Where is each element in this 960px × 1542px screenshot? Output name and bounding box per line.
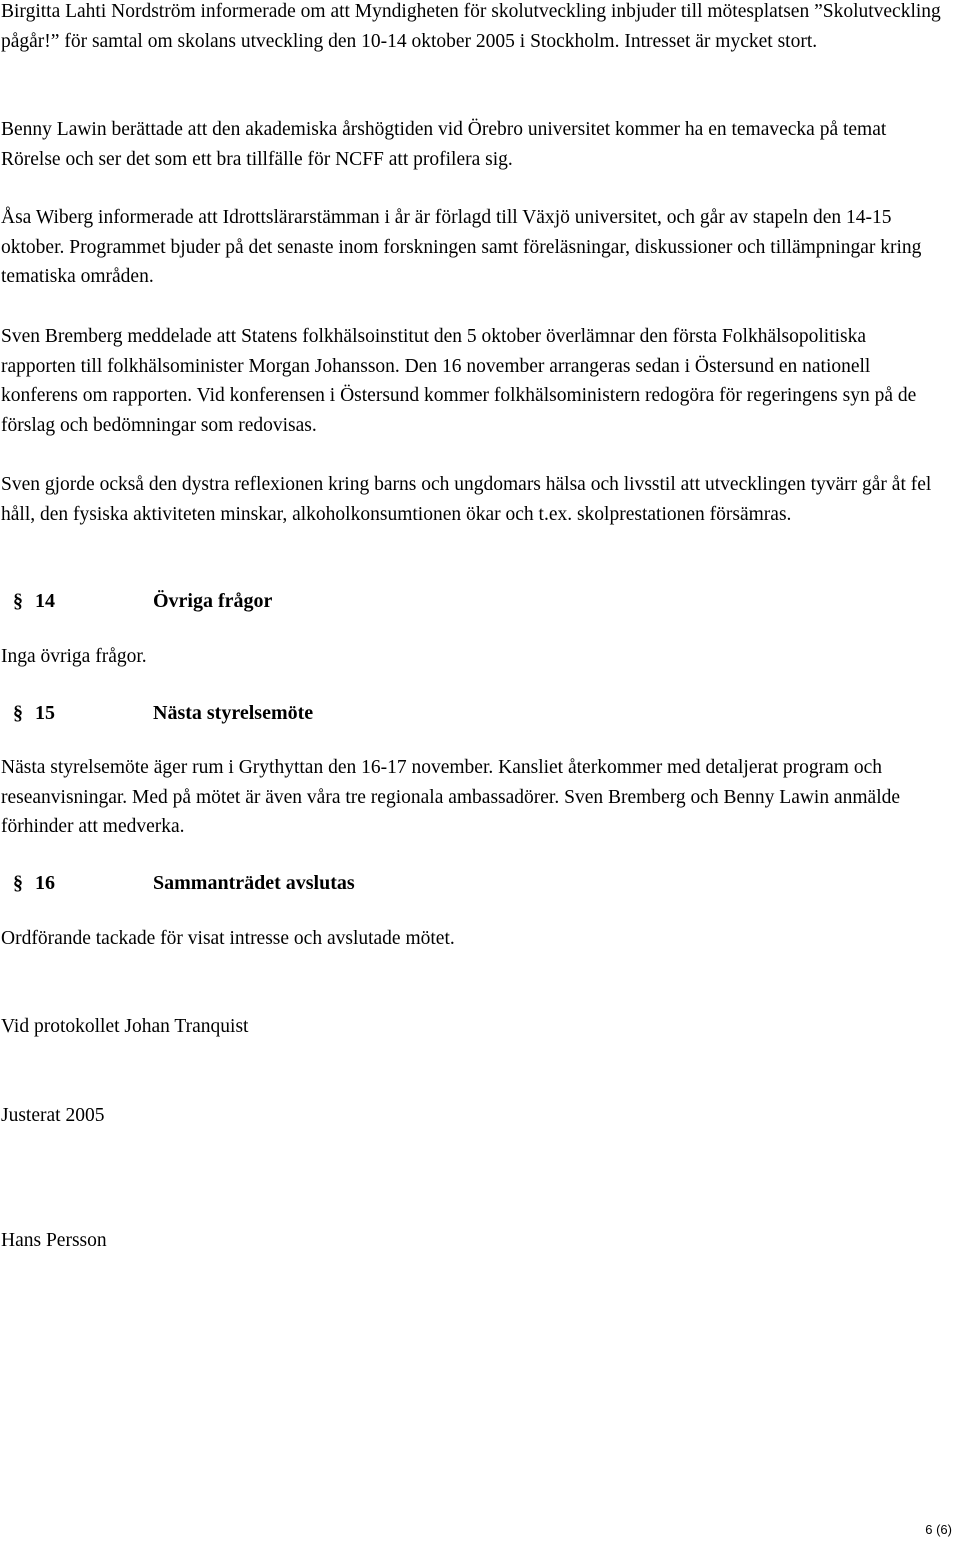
section-heading-14 xyxy=(0,586,900,616)
section-symbol: § xyxy=(13,590,23,612)
paragraph-arshogtiden: Benny Lawin berättade att den akademiska årshögtiden vid Örebro universitet kommer ha en temavecka på temat Rörelse och ser det som ett bra tillfälle för NCFF att profilera sig. xyxy=(1,119,887,170)
paragraph-skolutveckling: Birgitta Lahti Nordström informerade om att Myndigheten för skolutveckling inbjuder till mötesplatsen ”Skolutveckling pågår!” för samtal om skolans utveckling den 10-14 oktober 2005 i Stockholm. Intresset är mycket stort. xyxy=(1,1,941,52)
attester-name: Hans Persson xyxy=(1,1230,107,1251)
section-title: Övriga frågor xyxy=(153,590,273,612)
section-heading-15 xyxy=(0,698,900,728)
paragraph-idrottslararstamman: Åsa Wiberg informerade att Idrottslärarstämman i år är förlagd till Växjö universitet, och går av stapeln den 14-15 oktober. Programmet bjuder på det senaste inom forskningen samt föreläsningar, diskussioner och tillämpningar kring tematiska områden. xyxy=(1,207,922,288)
attested-line: Justerat 2005 xyxy=(1,1105,105,1126)
section-title: Nästa styrelsemöte xyxy=(153,702,314,724)
paragraph-folkhalsopolitiska-rapporten: Sven Bremberg meddelade att Statens folkhälsoinstitut den 5 oktober överlämnar den första Folkhälsopolitiska rapporten till folkhälsominister Morgan Johansson. Den 16 november arrangeras sedan i Östersund en nationell konferens om rapporten. Vid konferensen i Östersund kommer folkhälsoministern redogöra för regeringens syn på de förslag och bedömningar som redovisas. xyxy=(1,326,917,437)
section-title: Sammanträdet avslutas xyxy=(153,872,355,894)
section-heading-16 xyxy=(0,868,900,898)
page-number: 6 (6) xyxy=(925,1522,952,1537)
section-number: 16 xyxy=(35,872,55,894)
section-body-15: Nästa styrelsemöte äger rum i Grythyttan den 16-17 november. Kansliet återkommer med detaljerat program och reseanvisningar. Med på mötet är även våra tre regionala ambassadörer. Sven Bremberg och Benny Lawin anmälde förhinder att medverka. xyxy=(1,757,901,838)
section-body-14: Inga övriga frågor. xyxy=(1,646,147,667)
section-symbol: § xyxy=(13,872,23,894)
paragraph-reflexion: Sven gjorde också den dystra reflexionen kring barns och ungdomars hälsa och livsstil att utvecklingen tyvärr går åt fel håll, den fysiska aktiviteten minskar, alkoholkonsumtionen ökar och t.ex. skolprestationen försämras. xyxy=(1,474,932,525)
section-symbol: § xyxy=(13,702,23,724)
protocol-signature: Vid protokollet Johan Tranquist xyxy=(1,1016,249,1037)
section-number: 15 xyxy=(35,702,55,724)
section-body-16: Ordförande tackade för visat intresse och avslutade mötet. xyxy=(1,928,455,949)
section-number: 14 xyxy=(35,590,55,612)
